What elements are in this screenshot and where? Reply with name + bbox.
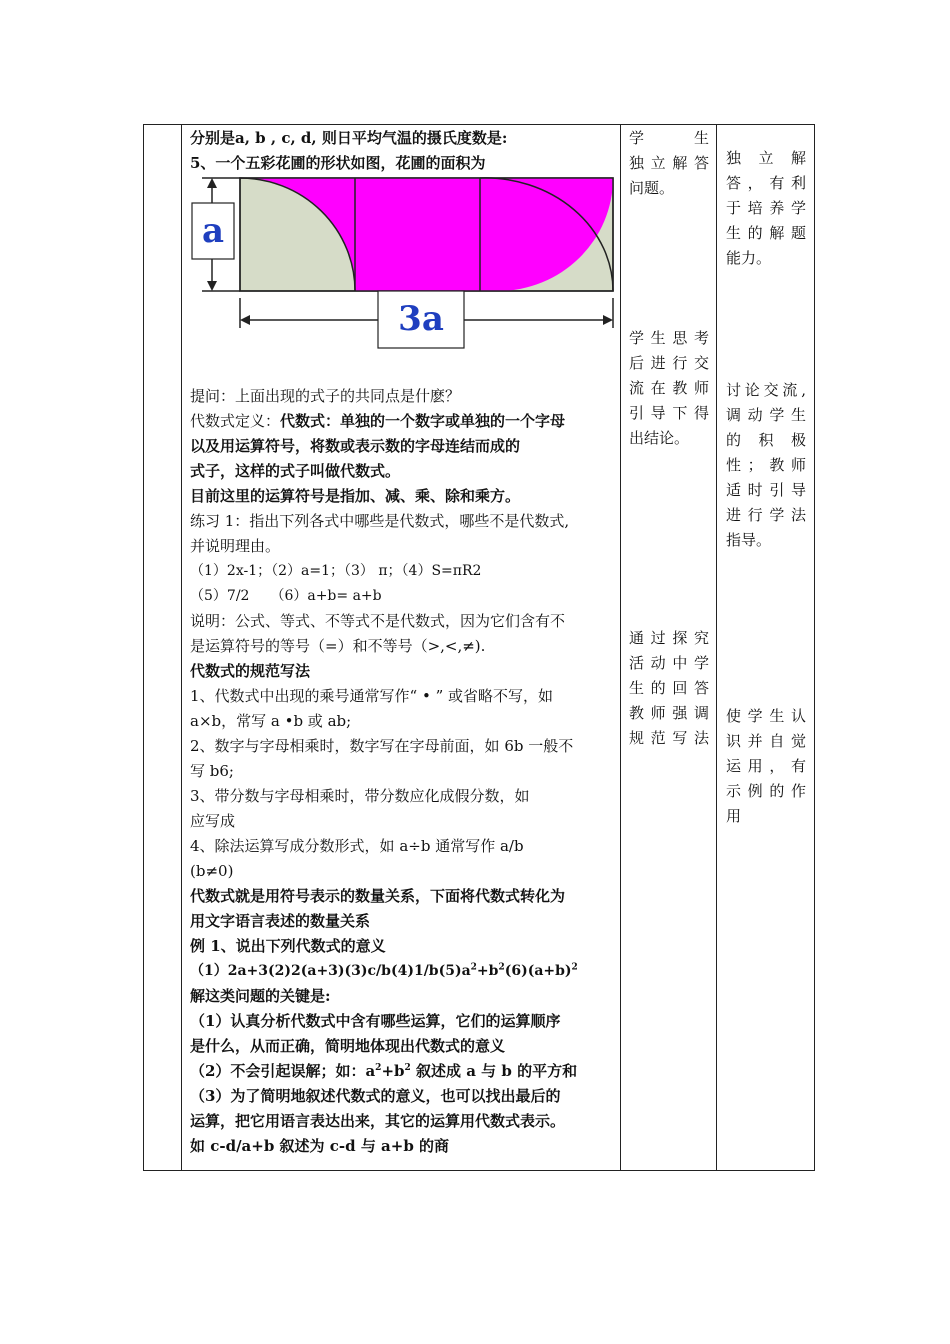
expr: （1）2a+3(2)2(a+3)(3)c/b(4)1/b(5)a — [190, 963, 471, 979]
arrow-left-icon — [240, 315, 250, 325]
cell-line: 调动学生 — [726, 406, 806, 424]
cell-line: 指导。 — [726, 531, 772, 549]
definition-line — [190, 409, 615, 434]
rule-3: 应写成 — [190, 812, 236, 830]
cell-line: 学生思考 — [629, 329, 709, 347]
definition-line: 式子，这样的式子叫做代数式。 — [190, 462, 401, 480]
exercise-items: （5）7/2 （6）a+b= a+b — [190, 588, 382, 604]
design-intent-2 — [726, 378, 806, 553]
expr: +b — [476, 963, 499, 979]
arrow-up-icon — [207, 178, 217, 188]
cell-line: 答，有利 — [726, 174, 806, 192]
cell-line: 独 立 解 — [726, 149, 806, 167]
exponent: 2 — [375, 1063, 382, 1073]
key-3: 如 c-d/a+b 叙述为 c-d 与 a+b 的商 — [190, 1137, 450, 1155]
explanation: 是运算符号的等号（=）和不等号（>,<,≠). — [190, 637, 486, 655]
key-3: 运算，把它用语言表达出来，其它的运算用代数式表示。 — [190, 1112, 566, 1130]
cell-line: 独立解答 — [629, 154, 709, 172]
design-intent-3 — [726, 704, 806, 829]
key-1: （1）认真分析代数式中含有哪些运算，它们的运算顺序 — [190, 1012, 561, 1030]
rule-2: 2、数字与字母相乘时，数字写在字母前面，如 6b 一般不 — [190, 737, 574, 755]
cell-line: 生的回答 — [629, 679, 709, 697]
cell-line: 引导下得 — [629, 404, 709, 422]
exponent: 2 — [571, 962, 578, 973]
expr: 叙述成 a 与 b 的平方和 — [410, 1062, 578, 1080]
rule-2: 写 b6; — [190, 762, 234, 780]
key-2 — [190, 1059, 615, 1084]
cell-line: 学 生 — [629, 129, 709, 147]
exercise-1: 练习 1：指出下列各式中哪些是代数式，哪些不是代数式, — [190, 512, 570, 530]
example-items — [190, 959, 615, 984]
student-activity-2 — [629, 326, 709, 451]
expr: （2）不会引起误解；如：a — [190, 1062, 376, 1080]
rule-4: (b≠0) — [190, 862, 234, 880]
cell-line: 运用，有 — [726, 757, 806, 775]
exponent: 2 — [404, 1063, 411, 1073]
cell-line: 讨论交流, — [726, 381, 806, 399]
table-border-left — [143, 124, 144, 1171]
cell-line: 示例的作 — [726, 782, 806, 800]
arrow-down-icon — [207, 281, 217, 291]
cell-line: 规范写法 — [629, 729, 709, 747]
cell-line: 教师强调 — [629, 704, 709, 722]
cell-line: 通过探究 — [629, 629, 709, 647]
exercise-items: （1）2x-1；（2）a=1；（3） π；（4）S=πR2 — [190, 563, 482, 579]
cell-line: 后进行交 — [629, 354, 709, 372]
flower-bed-figure — [190, 168, 616, 350]
cell-line: 适时引导 — [726, 481, 806, 499]
design-intent-1 — [726, 146, 806, 271]
cell-line: 流在教师 — [629, 379, 709, 397]
rule-4: 4、除法运算写成分数形式，如 a÷b 通常写作 a/b — [190, 837, 524, 855]
definition-lead: 代数式定义： — [190, 412, 281, 430]
key-1: 是什么，从而正确，简明地体现出代数式的意义 — [190, 1037, 506, 1055]
expr: (6)(a+b) — [504, 963, 572, 979]
exercise-1: 并说明理由。 — [190, 537, 281, 555]
cell-line: 活动中学 — [629, 654, 709, 672]
key-3: （3）为了简明地叙述代数式的意义，也可以找出最后的 — [190, 1087, 561, 1105]
cell-line: 出结论。 — [629, 429, 690, 447]
cell-line: 识并自觉 — [726, 732, 806, 750]
cell-line: 问题。 — [629, 179, 675, 197]
table-divider-2 — [620, 124, 621, 1171]
label-a: a — [201, 211, 225, 251]
expr: +b — [381, 1062, 405, 1080]
cell-line: 使学生认 — [726, 707, 806, 725]
cell-line: 的 积 极 — [726, 431, 806, 449]
cell-line: 于培养学 — [726, 199, 806, 217]
arrow-right-icon — [603, 315, 613, 325]
transition: 用文字语言表述的数量关系 — [190, 912, 371, 930]
cell-line: 能力。 — [726, 249, 772, 267]
cell-line: 生的解题 — [726, 224, 806, 242]
example-1: 例 1、说出下列代数式的意义 — [190, 937, 386, 955]
transition: 代数式就是用符号表示的数量关系，下面将代数式转化为 — [190, 887, 566, 905]
table-bottom-border — [143, 1170, 815, 1171]
student-activity-3 — [629, 626, 709, 751]
definition-line: 以及用运算符号，将数或表示数的字母连结而成的 — [190, 437, 521, 455]
question-common: 提问：上面出现的式子的共同点是什麽？ — [190, 387, 461, 405]
cell-line: 进行学法 — [726, 506, 806, 524]
question-5: 5、一个五彩花圃的形状如图，花圃的面积为 — [190, 154, 486, 172]
operators-note: 目前这里的运算符号是指加、减、乘、除和乘方。 — [190, 487, 521, 505]
section-title: 代数式的规范写法 — [190, 662, 311, 680]
table-top-border — [143, 124, 815, 125]
rule-1: a×b，常写 a •b 或 ab; — [190, 712, 352, 730]
table-divider-3 — [716, 124, 717, 1171]
rule-1: 1、代数式中出现的乘号通常写作“ • ” 或省略不写，如 — [190, 687, 554, 705]
table-border-right — [814, 124, 815, 1171]
cell-line: 性；教师 — [726, 456, 806, 474]
exponent: 2 — [498, 962, 505, 973]
key-points: 解这类问题的关键是: — [190, 987, 331, 1005]
definition-text: 代数式：单独的一个数字或单独的一个字母 — [280, 412, 566, 430]
label-3a: 3a — [398, 299, 444, 339]
table-divider-1 — [181, 124, 182, 1171]
text-line: 分别是a, b , c, d, 则日平均气温的摄氏度数是: — [190, 129, 508, 147]
explanation: 说明：公式、等式、不等式不是代数式，因为它们含有不 — [190, 612, 566, 630]
student-activity-1 — [629, 126, 709, 201]
cell-line: 用 — [726, 807, 742, 825]
rule-3: 3、带分数与字母相乘时，带分数应化成假分数，如 — [190, 787, 530, 805]
exponent: 2 — [470, 962, 477, 973]
